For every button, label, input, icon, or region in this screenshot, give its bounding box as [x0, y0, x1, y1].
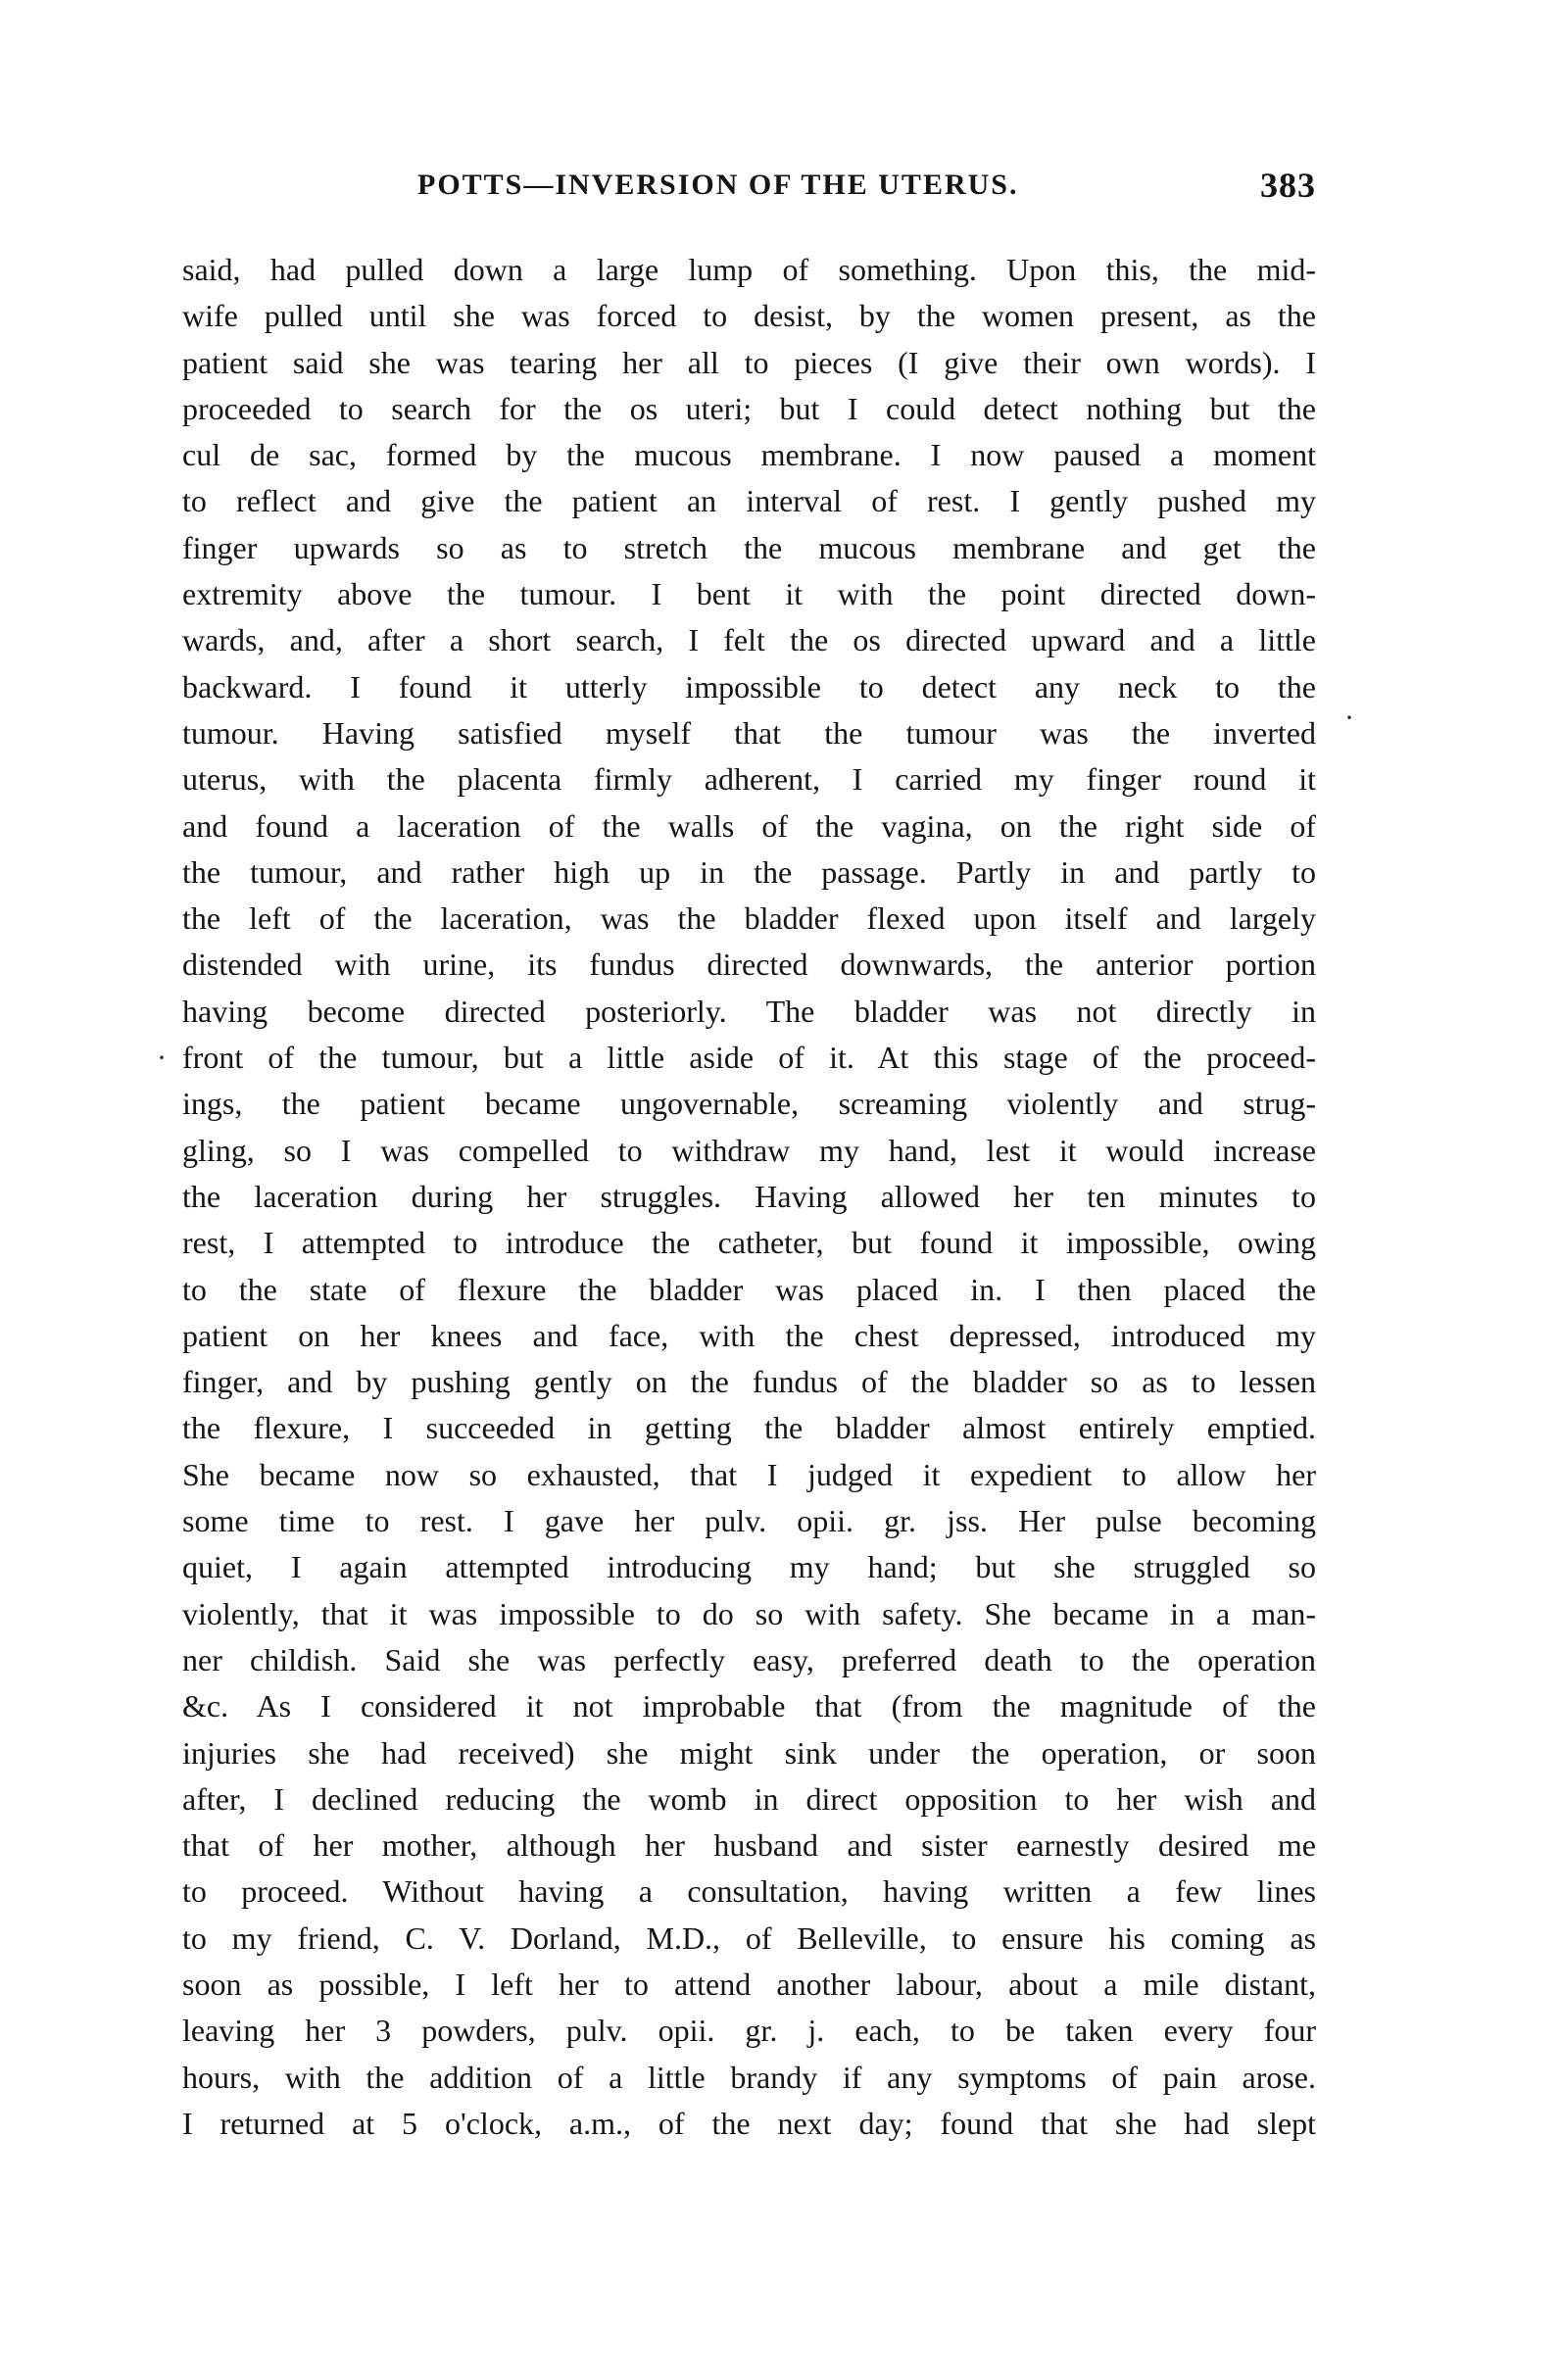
text-line: violently, that it was impossible to do so with safety. She became in a man- [182, 1595, 1316, 1631]
text-line: ings, the patient became ungovernable, screaming violently and strug- [182, 1086, 1316, 1122]
text-line: tumour. Having satisfied myself that the tumour was the inverted [182, 714, 1316, 751]
text-line: distended with urine, its fundus directed downwards, the anterior portion [182, 947, 1316, 983]
text-line: the flexure, I succeeded in getting the bladder almost entirely emptied. [182, 1410, 1316, 1446]
text-line: the laceration during her struggles. Having allowed her ten minutes to [182, 1178, 1316, 1214]
text-line: after, I declined reducing the womb in direct opposition to her wish and [182, 1780, 1316, 1817]
text-line: rest, I attempted to introduce the catheter, but found it impossible, owing [182, 1225, 1316, 1261]
text-line: ner childish. Said she was perfectly easy, preferred death to the operation [182, 1641, 1316, 1677]
text-line: wife pulled until she was forced to desist, by the women present, as the [182, 298, 1316, 334]
margin-mark-right: · [1344, 702, 1354, 734]
running-head [182, 165, 1316, 214]
margin-mark-left: · [157, 1042, 167, 1074]
page-number: 383 [1260, 166, 1316, 205]
text-line: uterus, with the placenta firmly adherent, I carried my finger round it [182, 761, 1316, 798]
text-line: I returned at 5 o'clock, a.m., of the next day; found that she had slept [182, 2105, 1316, 2141]
text-line: leaving her 3 powders, pulv. opii. gr. j. each, to be taken every four [182, 2013, 1316, 2049]
text-line: proceeded to search for the os uteri; but I could detect nothing but the [182, 390, 1316, 426]
text-line: to my friend, C. V. Dorland, M.D., of Belleville, to ensure his coming as [182, 1919, 1316, 1956]
text-line: front of the tumour, but a little aside of it. At this stage of the proceed- [182, 1040, 1316, 1076]
text-line: finger, and by pushing gently on the fundus of the bladder so as to lessen [182, 1364, 1316, 1400]
text-line: extremity above the tumour. I bent it with the point directed down- [182, 576, 1316, 612]
text-line: patient said she was tearing her all to pieces (I give their own words). I [182, 344, 1316, 380]
body-text [182, 247, 1316, 2147]
text-line: to proceed. Without having a consultation, having written a few lines [182, 1873, 1316, 1910]
text-line: and found a laceration of the walls of the vagina, on the right side of [182, 807, 1316, 844]
text-line: &c. As I considered it not improbable that (from the magnitude of the [182, 1688, 1316, 1724]
text-line: backward. I found it utterly impossible to detect any neck to the [182, 668, 1316, 704]
text-line: cul de sac, formed by the mucous membrane. I now paused a moment [182, 437, 1316, 473]
text-line: She became now so exhausted, that I judged it expedient to allow her [182, 1456, 1316, 1492]
text-line: the tumour, and rather high up in the passage. Partly in and partly to [182, 853, 1316, 890]
text-line: that of her mother, although her husband and sister earnestly desired me [182, 1827, 1316, 1864]
text-line: having become directed posteriorly. The bladder was not directly in [182, 993, 1316, 1029]
running-title: POTTS—INVERSION OF THE UTERUS. [417, 169, 1019, 201]
text-line: injuries she had received) she might sink under the operation, or soon [182, 1734, 1316, 1771]
text-line: wards, and, after a short search, I felt the os directed upward and a little [182, 622, 1316, 658]
text-line: the left of the laceration, was the bladder flexed upon itself and largely [182, 900, 1316, 937]
text-line: to reflect and give the patient an interval of rest. I gently pushed my [182, 483, 1316, 519]
text-line: patient on her knees and face, with the chest depressed, introduced my [182, 1317, 1316, 1353]
text-line: gling, so I was compelled to withdraw my hand, lest it would increase [182, 1132, 1316, 1168]
text-line: some time to rest. I gave her pulv. opii. gr. jss. Her pulse becoming [182, 1503, 1316, 1539]
text-line: said, had pulled down a large lump of something. Upon this, the mid- [182, 252, 1316, 287]
text-line: quiet, I again attempted introducing my hand; but she struggled so [182, 1549, 1316, 1585]
text-line: to the state of flexure the bladder was placed in. I then placed the [182, 1271, 1316, 1307]
text-line: hours, with the addition of a little brandy if any symptoms of pain arose. [182, 2059, 1316, 2095]
text-line: soon as possible, I left her to attend another labour, about a mile distant, [182, 1966, 1316, 2002]
text-line: finger upwards so as to stretch the mucous membrane and get the [182, 529, 1316, 565]
